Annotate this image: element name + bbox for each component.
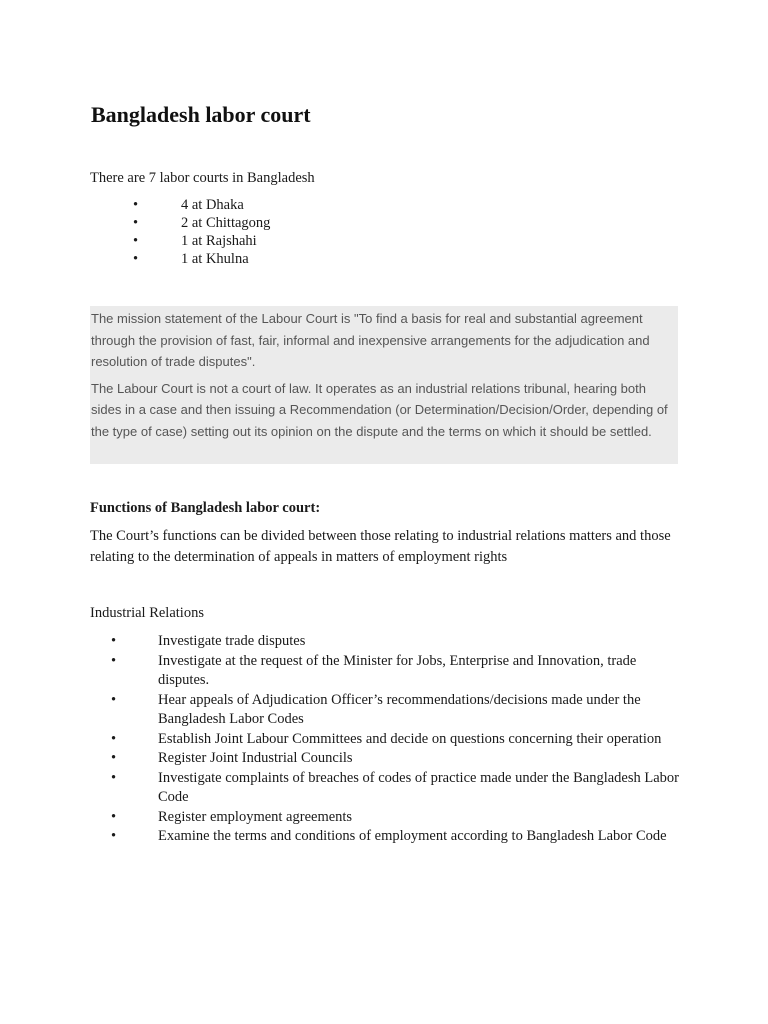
document-title: Bangladesh labor court — [91, 102, 311, 127]
list-item — [90, 769, 680, 808]
function-item: Hear appeals of Adjudication Officer’s recommendations/decisions made under the Bangladesh Labor Codes — [158, 691, 641, 727]
list-item — [90, 214, 270, 232]
industrial-relations-list — [90, 632, 680, 847]
bullet-icon: • — [111, 750, 117, 766]
function-item: Examine the terms and conditions of employment according to Bangladesh Labor Code — [158, 828, 667, 844]
list-item — [90, 827, 680, 847]
functions-heading: Functions of Bangladesh labor court: — [90, 500, 321, 516]
bullet-icon: • — [111, 808, 117, 825]
court-location: 1 at Rajshahi — [181, 233, 257, 249]
bullet-icon: • — [133, 197, 139, 213]
function-item: Investigate at the request of the Minister for Jobs, Enterprise and Innovation, trade disputes. — [158, 652, 637, 688]
list-item — [90, 232, 270, 250]
court-location: 4 at Dhaka — [181, 197, 244, 213]
bullet-icon: • — [133, 233, 139, 249]
courts-list — [90, 196, 270, 268]
list-item — [90, 196, 270, 214]
bullet-icon: • — [111, 691, 117, 708]
function-item: Investigate complaints of breaches of codes of practice made under the Bangladesh Labor Code — [158, 769, 679, 805]
bullet-icon: • — [111, 828, 117, 844]
bullet-icon: • — [133, 251, 139, 267]
bullet-icon: • — [111, 730, 117, 747]
function-item: Investigate trade disputes — [158, 633, 306, 649]
list-item — [90, 730, 680, 750]
court-location: 2 at Chittagong — [181, 215, 271, 231]
mission-paragraph: The mission statement of the Labour Court is "To find a basis for real and substantial agreement through the provision of fast, fair, informal and inexpensive arrangements for the adjudication and resolution of trade disputes". — [91, 311, 650, 369]
list-item — [90, 250, 270, 268]
bullet-icon: • — [111, 633, 117, 649]
list-item — [90, 632, 680, 652]
functions-description: The Court’s functions can be divided between those relating to industrial relations matters and those relating to the determination of appeals in matters of employment rights — [90, 528, 671, 565]
bullet-icon: • — [133, 215, 139, 231]
intro-text: There are 7 labor courts in Bangladesh — [90, 170, 315, 186]
list-item — [90, 691, 680, 730]
industrial-relations-heading: Industrial Relations — [90, 605, 204, 621]
mission-statement-box — [90, 306, 678, 464]
court-location: 1 at Khulna — [181, 251, 249, 267]
function-item: Register employment agreements — [158, 808, 353, 825]
list-item — [90, 652, 680, 691]
bullet-icon: • — [111, 652, 117, 669]
list-item — [90, 749, 680, 769]
tribunal-paragraph: The Labour Court is not a court of law. It operates as an industrial relations tribunal, hearing both sides in a case and then issuing a Recommendation (or Determination/Decision/Order, depending of the type of case) setting out its opinion on the dispute and the terms on which it should be settled. — [91, 380, 668, 439]
function-item: Establish Joint Labour Committees and decide on questions concerning their operation — [158, 730, 662, 747]
function-item: Register Joint Industrial Councils — [158, 750, 353, 766]
list-item — [90, 808, 680, 828]
bullet-icon: • — [111, 769, 117, 786]
